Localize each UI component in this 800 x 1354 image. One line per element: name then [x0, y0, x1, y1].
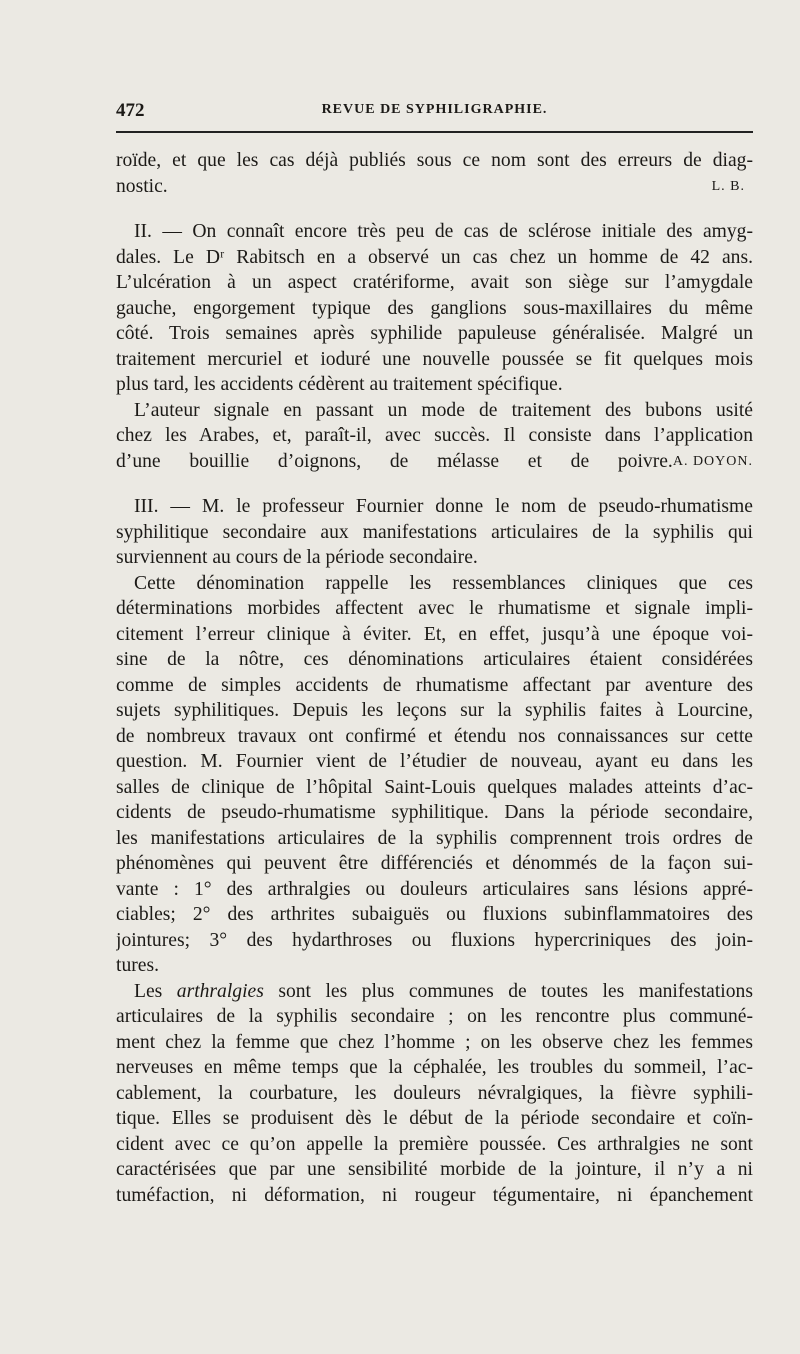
- text-line: nerveuses en même temps que la céphalée, les troubles du sommeil, l’ac-: [116, 1057, 753, 1078]
- text-line: surviennent au cours de la période secondaire.: [116, 547, 478, 568]
- text-line: II. — On connaît encore très peu de cas de sclérose initiale des amyg-: [134, 221, 753, 242]
- text-line: comme de simples accidents de rhumatisme affectant par aventure des: [116, 674, 753, 696]
- text-line: [116, 979, 753, 1005]
- text-line: tuméfaction, ni déformation, ni rougeur tégumentaire, ni épanchement: [116, 1184, 753, 1206]
- text-line: Cette dénomination rappelle les ressemblances cliniques que ces: [134, 572, 753, 594]
- text-line: phénomènes qui peuvent être différenciés et dénommés de la façon sui-: [116, 853, 753, 874]
- section-gap: [116, 474, 753, 494]
- text-line: ment chez la femme que chez l’homme ; on les observe chez les femmes: [116, 1031, 753, 1053]
- header-rule: [116, 131, 753, 133]
- text-line: déterminations morbides affectent avec le rhumatisme et signale impli-: [116, 598, 753, 619]
- text-line: cident avec ce qu’on appelle la première poussée. Ces arthralgies ne sont: [116, 1133, 753, 1155]
- text-line: plus tard, les accidents cédèrent au traitement spécifique.: [116, 374, 563, 395]
- text-line: les manifestations articulaires de la syphilis comprennent trois ordres de: [116, 827, 753, 849]
- text-line: tures.: [116, 955, 159, 976]
- text-line: L’auteur signale en passant un mode de traitement des bubons usité: [134, 399, 753, 421]
- text-line: vante : 1° des arthralgies ou douleurs articulaires sans lésions appré-: [116, 878, 753, 900]
- emphasized-term: arthralgies: [176, 980, 264, 1002]
- page-number: 472: [116, 100, 145, 121]
- section-gap: [116, 199, 753, 219]
- page-header: [116, 100, 753, 124]
- text-line: [116, 449, 753, 475]
- text-line: syphilitique secondaire aux manifestations articulaires de la syphilis qui: [116, 521, 753, 543]
- text-line: salles de clinique de l’hôpital Saint-Louis quelques malades atteints d’ac-: [116, 776, 753, 798]
- text-line: caractérisées que par une sensibilité morbide de la jointure, il n’y a ni: [116, 1159, 753, 1180]
- text-line-content: nostic.: [116, 175, 168, 197]
- text-line: côté. Trois semaines après syphilide papuleuse généralisée. Malgré un: [116, 323, 753, 344]
- text-line: gauche, engorgement typique des ganglions sous-maxillaires du même: [116, 297, 753, 319]
- text-line: sine de la nôtre, ces dénominations articulaires étaient considérées: [116, 649, 753, 670]
- text-line: citement l’erreur clinique à éviter. Et, en effet, jusqu’à une époque voi-: [116, 623, 753, 645]
- signature: L. B.: [711, 178, 745, 194]
- text-line: [116, 174, 753, 200]
- text-line: cablement, la courbature, les douleurs névralgiques, la fièvre syphili-: [116, 1082, 753, 1104]
- text-line-content: d’une bouillie d’oignons, de mélasse et de poivre.: [116, 450, 673, 472]
- running-head: REVUE DE SYPHILIGRAPHIE.: [321, 102, 548, 117]
- text-line: sujets syphilitiques. Depuis les leçons sur la syphilis faites à Lourcine,: [116, 700, 753, 721]
- text-line: chez les Arabes, et, paraît-il, avec succès. Il consiste dans l’application: [116, 425, 753, 446]
- text-line: roïde, et que les cas déjà publiés sous ce nom sont des erreurs de diag-: [116, 150, 753, 171]
- text-line: L’ulcération à un aspect cratériforme, avait son siège sur l’amygdale: [116, 272, 753, 293]
- text-line: cidents de pseudo-rhumatisme syphilitique. Dans la période secondaire,: [116, 802, 753, 823]
- text-line: articulaires de la syphilis secondaire ; on les rencontre plus communé-: [116, 1006, 753, 1027]
- text-line: de nombreux travaux ont confirmé et étendu nos connaissances sur cette: [116, 725, 753, 747]
- text-line: dales. Le Dʳ Rabitsch en a observé un cas chez un homme de 42 ans.: [116, 246, 753, 268]
- text-segment: Les: [134, 980, 177, 1002]
- text-line: tique. Elles se produisent dès le début de la période secondaire et coïn-: [116, 1108, 753, 1129]
- signature: A. DOYON.: [672, 453, 753, 469]
- body-text: [116, 148, 753, 1208]
- text-line: ciables; 2° des arthrites subaiguës ou fluxions subinflammatoires des: [116, 904, 753, 925]
- text-line: III. — M. le professeur Fournier donne le nom de pseudo-rhumatisme: [134, 496, 753, 517]
- text-segment: sont les plus communes de toutes les manifestations: [263, 980, 753, 1002]
- text-line: jointures; 3° des hydarthroses ou fluxions hypercriniques des join-: [116, 929, 753, 951]
- text-line: question. M. Fournier vient de l’étudier de nouveau, ayant eu dans les: [116, 751, 753, 772]
- text-line: traitement mercuriel et ioduré une nouvelle poussée se fit quelques mois: [116, 348, 753, 370]
